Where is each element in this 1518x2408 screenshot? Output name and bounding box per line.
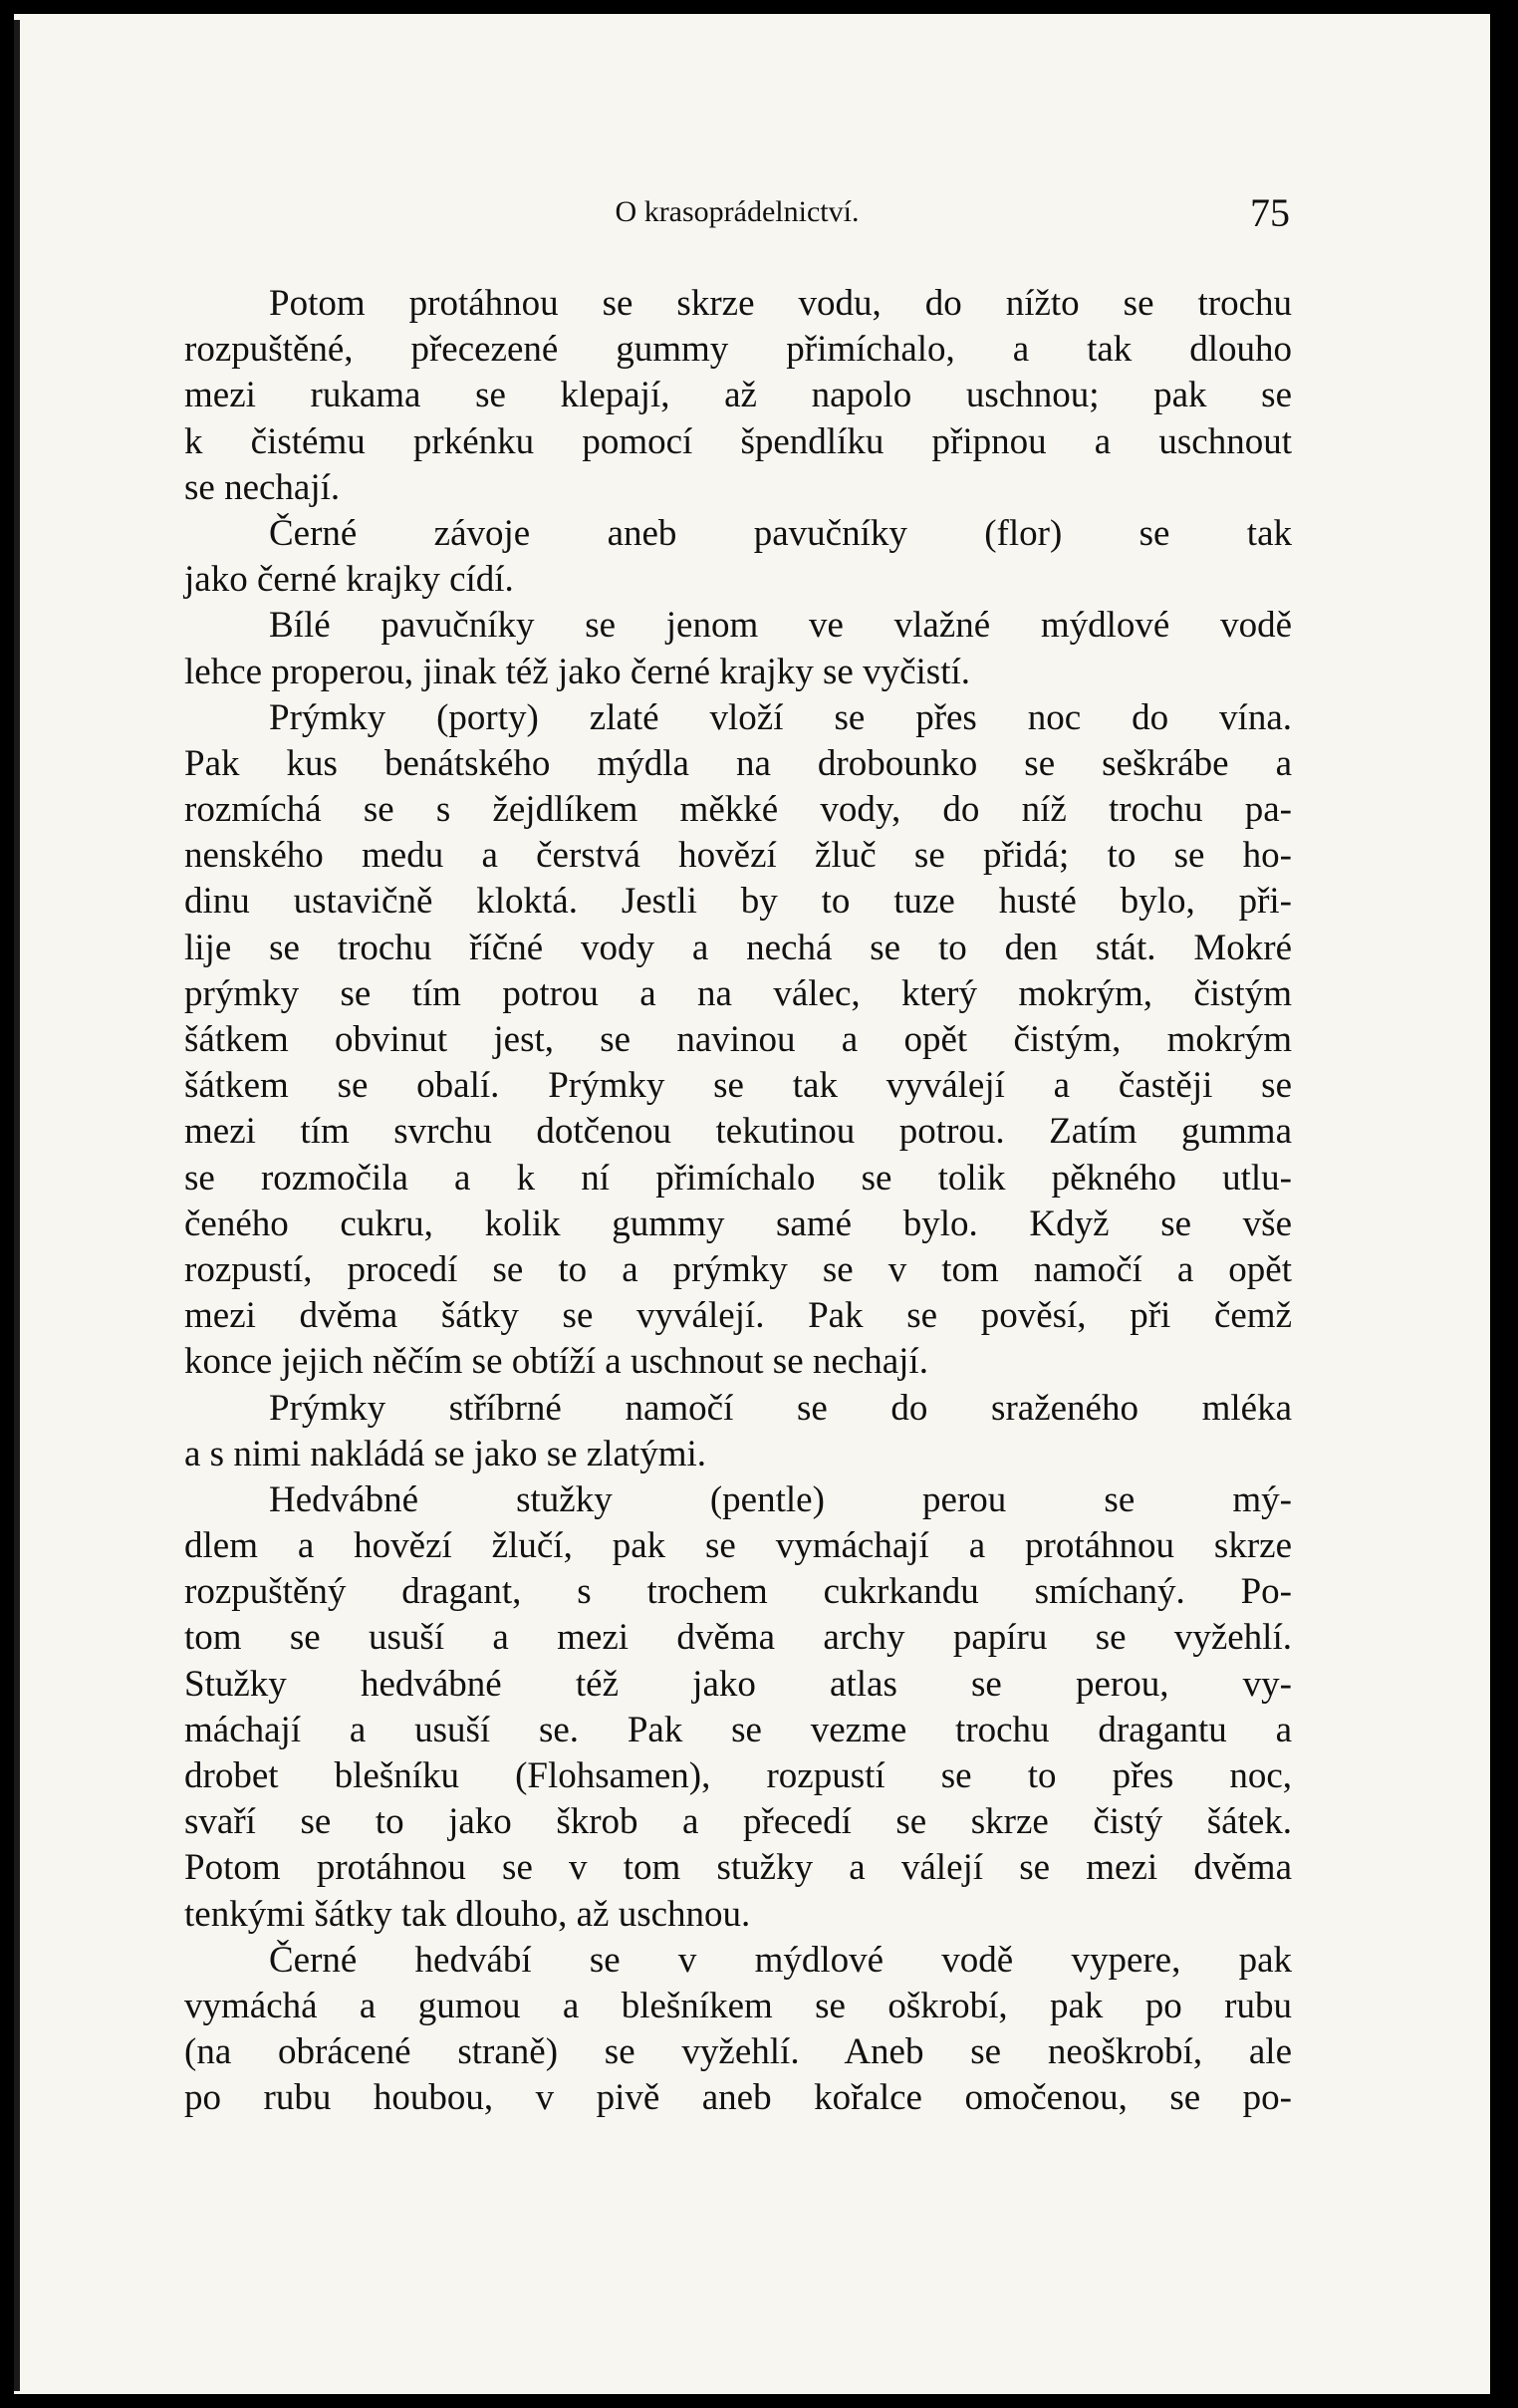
running-title: O krasoprádelnictví.	[615, 195, 860, 228]
text-line: Hedvábné stužky (pentle) perou se mý-	[269, 1478, 1292, 1520]
text-line: rozmíchá se s žejdlíkem měkké vody, do níž trochu pa-	[184, 789, 1292, 831]
text-line: Černé hedvábí se v mýdlové vodě vypere, pak	[269, 1939, 1292, 1981]
text-line: drobet blešníku (Flohsamen), rozpustí se to přes noc,	[184, 1755, 1292, 1796]
body-text	[184, 281, 1292, 2122]
text-line: lehce properou, jinak též jako černé krajky se vyčistí.	[184, 651, 971, 692]
text-line: mezi dvěma šátky se vyválejí. Pak se pověsí, při čemž	[184, 1295, 1292, 1337]
text-line: tom se usuší a mezi dvěma archy papíru se vyžehlí.	[184, 1617, 1292, 1659]
text-line: rozpuštěné, přecezené gummy přimíchalo, a tak dlouho	[184, 329, 1292, 371]
text-line: Prýmky stříbrné namočí se do sraženého mléka	[269, 1387, 1292, 1429]
text-line: šátkem se obalí. Prýmky se tak vyválejí a častěji se	[184, 1065, 1292, 1107]
text-line: Pak kus benátského mýdla na drobounko se seškrábe a	[184, 742, 1292, 784]
text-line: mezi rukama se klepají, až napolo uschnou; pak se	[184, 375, 1292, 416]
page-edge-shadow	[14, 20, 20, 2391]
text-line: k čistému prkénku pomocí špendlíku připnou a uschnout	[184, 420, 1292, 462]
text-line: šátkem obvinut jest, se navinou a opět čistým, mokrým	[184, 1019, 1292, 1060]
text-line: čeného cukru, kolik gummy samé bylo. Když se vše	[184, 1203, 1292, 1244]
text-line: svaří se to jako škrob a přecedí se skrze čistý šátek.	[184, 1801, 1292, 1843]
text-line: tenkými šátky tak dlouho, až uschnou.	[184, 1893, 751, 1935]
text-line: mezi tím svrchu dotčenou tekutinou potrou. Zatím gumma	[184, 1111, 1292, 1153]
text-line: prýmky se tím potrou a na válec, který mokrým, čistým	[184, 972, 1292, 1014]
text-line: Černé závoje aneb pavučníky (flor) se tak	[269, 512, 1292, 554]
page-header	[184, 189, 1290, 239]
text-line: Potom protáhnou se skrze vodu, do nížto se trochu	[269, 283, 1292, 324]
text-line: se rozmočila a k ní přimíchalo se tolik pěkného utlu-	[184, 1157, 1292, 1199]
text-line: konce jejich něčím se obtíží a uschnout se nechají.	[184, 1341, 928, 1383]
text-line: a s nimi nakládá se jako se zlatými.	[184, 1433, 707, 1474]
text-line: nenského medu a čerstvá hovězí žluč se přidá; to se ho-	[184, 835, 1292, 877]
text-line: Bílé pavučníky se jenom ve vlažné mýdlové vodě	[269, 605, 1292, 647]
text-line: Stužky hedvábné též jako atlas se perou, vy-	[184, 1663, 1292, 1705]
text-line: rozpustí, procedí se to a prýmky se v tom namočí a opět	[184, 1248, 1292, 1290]
text-line: Prýmky (porty) zlaté vloží se přes noc do vína.	[269, 696, 1292, 738]
text-line: lije se trochu říčné vody a nechá se to den stát. Mokré	[184, 927, 1292, 968]
text-line: dinu ustavičně kloktá. Jestli by to tuze husté bylo, při-	[184, 881, 1292, 923]
text-line: vymáchá a gumou a blešníkem se oškrobí, pak po rubu	[184, 1985, 1292, 2026]
page-number: 75	[1250, 190, 1290, 235]
text-line: (na obrácené straně) se vyžehlí. Aneb se neoškrobí, ale	[184, 2031, 1292, 2073]
text-line: jako černé krajky cídí.	[184, 559, 514, 601]
text-line: se nechají.	[184, 466, 341, 508]
text-line: po rubu houbou, v pivě aneb kořalce omočenou, se po-	[184, 2077, 1292, 2119]
text-line: rozpuštěný dragant, s trochem cukrkandu smíchaný. Po-	[184, 1571, 1292, 1613]
text-line: Potom protáhnou se v tom stužky a válejí se mezi dvěma	[184, 1847, 1292, 1889]
text-line: dlem a hovězí žlučí, pak se vymáchají a protáhnou skrze	[184, 1525, 1292, 1567]
text-line: máchají a usuší se. Pak se vezme trochu dragantu a	[184, 1709, 1292, 1750]
